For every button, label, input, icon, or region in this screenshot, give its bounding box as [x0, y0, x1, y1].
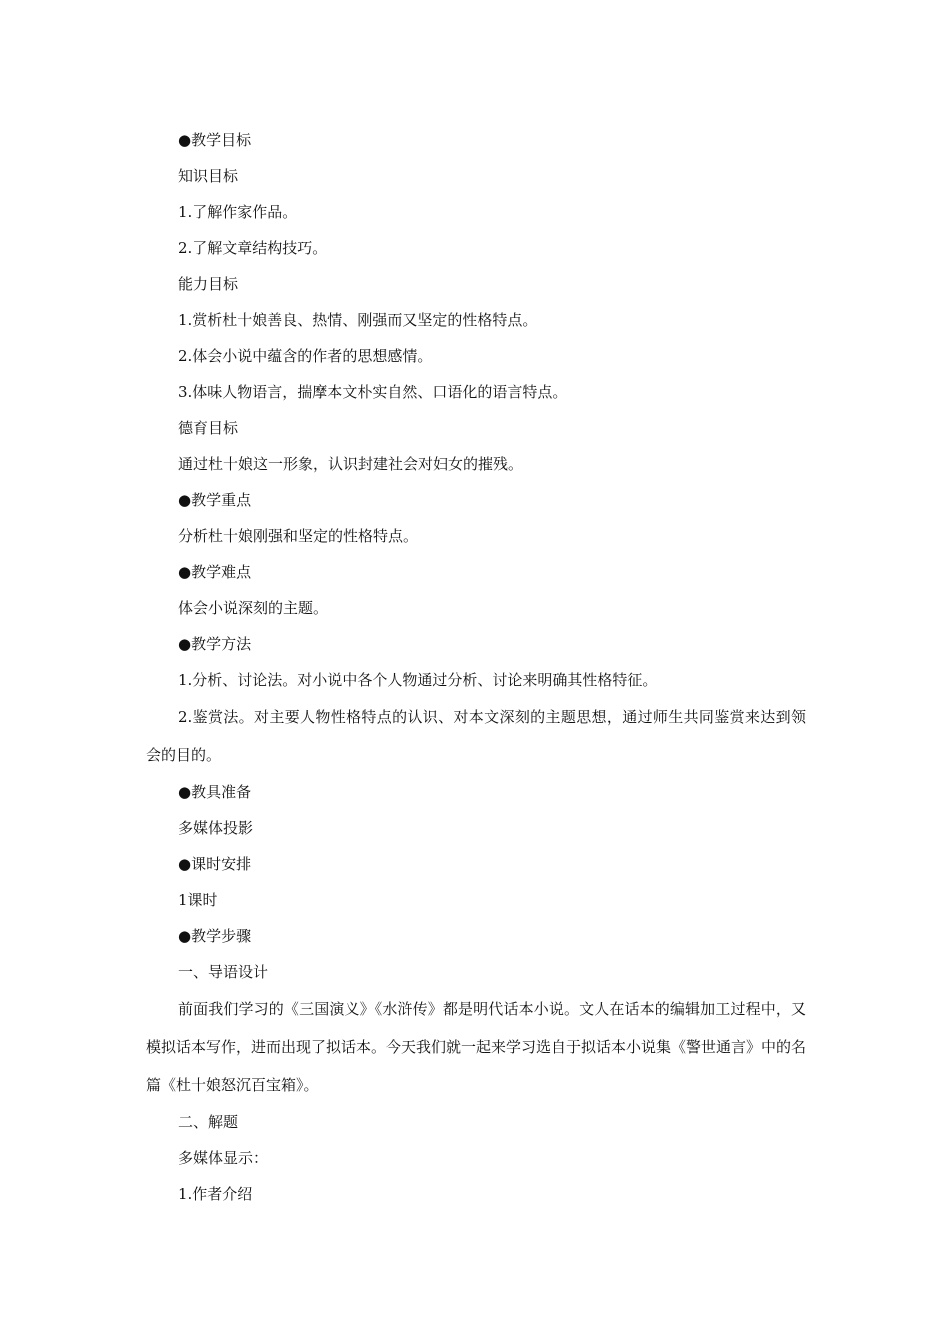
paragraph: 1课时: [178, 891, 218, 909]
section-heading-schedule: ●课时安排: [178, 855, 252, 873]
list-item: 2.鉴赏法。对主要人物性格特点的认识、对本文深刻的主题思想，通过师生共同鉴赏来达到领会的目的。: [146, 708, 806, 764]
subheading-ability-goals: 能力目标: [178, 275, 239, 293]
list-item: 2.了解文章结构技巧。: [178, 239, 328, 257]
subheading-moral-goals: 德育目标: [178, 419, 239, 437]
paragraph: 前面我们学习的《三国演义》《水浒传》都是明代话本小说。文人在话本的编辑加工过程中，又模拟话本写作，进而出现了拟话本。今天我们就一起来学习选自于拟话本小说集《警世通言》中的名篇《杜十娘怒沉百宝箱》。: [146, 1000, 807, 1094]
list-item: 1.分析、讨论法。对小说中各个人物通过分析、讨论来明确其性格特征。: [178, 671, 658, 689]
section-heading-materials: ●教具准备: [178, 783, 252, 801]
subheading-title-analysis: 二、解题: [178, 1113, 239, 1131]
paragraph: 通过杜十娘这一形象，认识封建社会对妇女的摧残。: [178, 455, 524, 473]
subheading-knowledge-goals: 知识目标: [178, 167, 239, 185]
list-item: 3.体味人物语言，揣摩本文朴实自然、口语化的语言特点。: [178, 383, 568, 401]
section-heading-difficulties: ●教学难点: [178, 563, 252, 581]
section-heading-methods: ●教学方法: [178, 635, 252, 653]
list-item: 1.作者介绍: [178, 1185, 253, 1203]
subheading-intro-design: 一、导语设计: [178, 963, 269, 981]
section-heading-steps: ●教学步骤: [178, 927, 252, 945]
section-heading-key-points: ●教学重点: [178, 491, 252, 509]
list-item: 1.赏析杜十娘善良、热情、刚强而又坚定的性格特点。: [178, 311, 538, 329]
document-body: [146, 122, 806, 1212]
paragraph: 分析杜十娘刚强和坚定的性格特点。: [178, 527, 419, 545]
paragraph: 体会小说深刻的主题。: [178, 599, 329, 617]
section-heading-teaching-goals: ●教学目标: [178, 131, 252, 149]
paragraph: 多媒体投影: [178, 819, 254, 837]
paragraph: 多媒体显示：: [178, 1149, 269, 1167]
list-item: 1.了解作家作品。: [178, 203, 298, 221]
list-item: 2.体会小说中蕴含的作者的思想感情。: [178, 347, 433, 365]
